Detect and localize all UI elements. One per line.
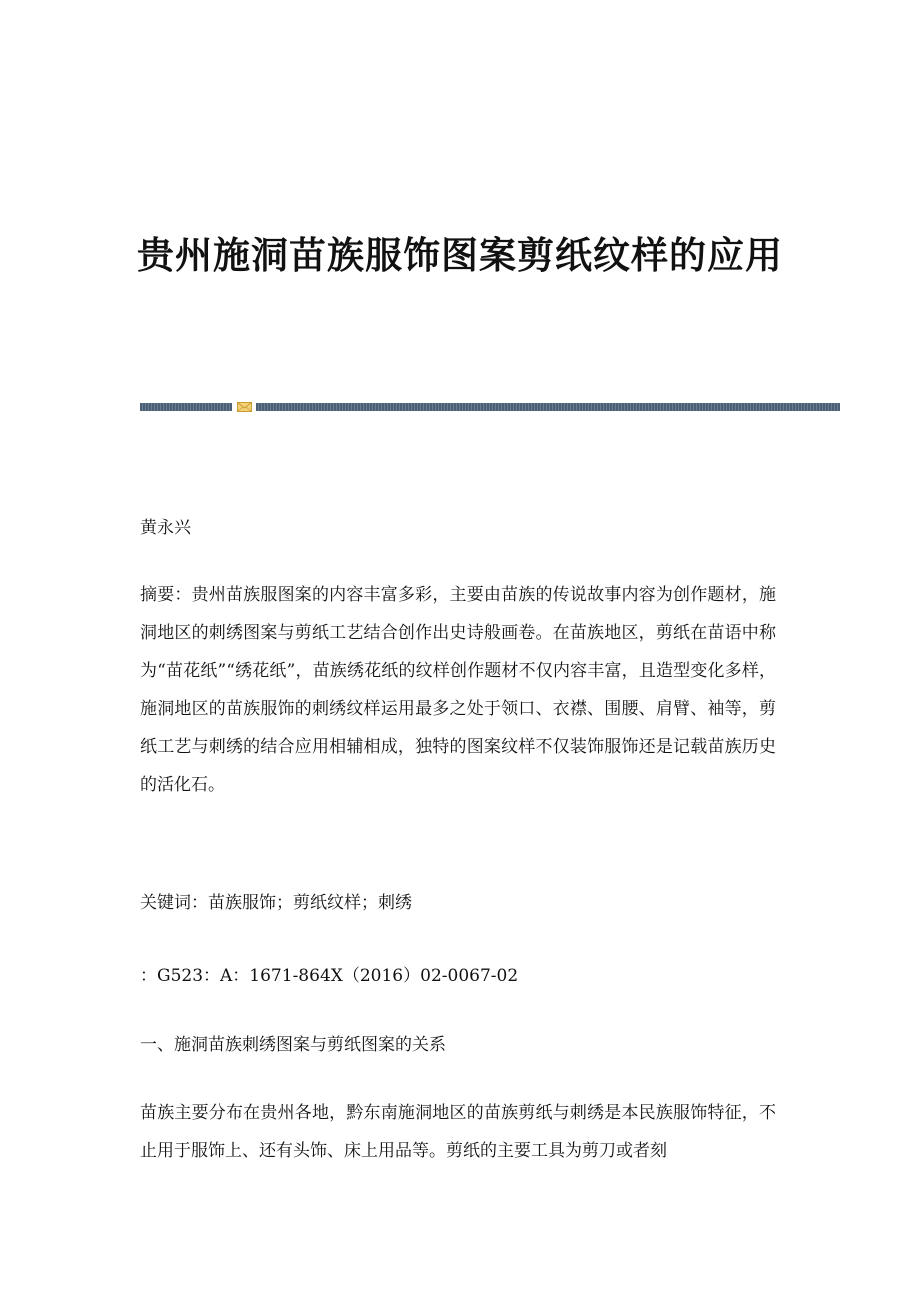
keywords-line [140, 884, 776, 922]
body-paragraph: 苗族主要分布在贵州各地，黔东南施洞地区的苗族剪纸与刺绣是本民族服饰特征，不止用于服饰上、还有头饰、床上用品等。剪纸的主要工具为剪刀或者刻 [140, 1103, 776, 1161]
author-name: 黄永兴 [140, 518, 191, 538]
keywords-text: 苗族服饰；剪纸纹样；刺绣 [208, 893, 412, 913]
document-title: 贵州施洞苗族服饰图案剪纸纹样的应用 [137, 234, 783, 277]
envelope-icon [237, 402, 252, 412]
section-heading: 一、施洞苗族刺绣图案与剪纸图案的关系 [140, 1035, 446, 1055]
abstract-text: 贵州苗族服图案的内容丰富多彩，主要由苗族的传说故事内容为创作题材，施洞地区的刺绣图案与剪纸工艺结合创作出史诗般画卷。在苗族地区，剪纸在苗语中称为“苗花纸”“绣花纸”，苗族绣花纸的纹样创作题材不仅内容丰富，且造型变化多样，施洞地区的苗族服饰的刺绣纹样运用最多之处于领口、衣襟、围腰、肩臂、袖等，剪纸工艺与刺绣的结合应用相辅相成，独特的图案纹样不仅装饰服饰还是记载苗族历史的活化石。 [140, 585, 777, 795]
classification-line: ：G523：A：1671-864X（2016）02-0067-02 [140, 966, 519, 986]
divider-bar-left [140, 403, 232, 411]
divider-bar-right [256, 403, 840, 411]
abstract-paragraph [140, 576, 776, 804]
keywords-label: 关键词： [140, 893, 208, 913]
abstract-label: 摘要： [140, 585, 192, 605]
title-divider [140, 402, 840, 412]
